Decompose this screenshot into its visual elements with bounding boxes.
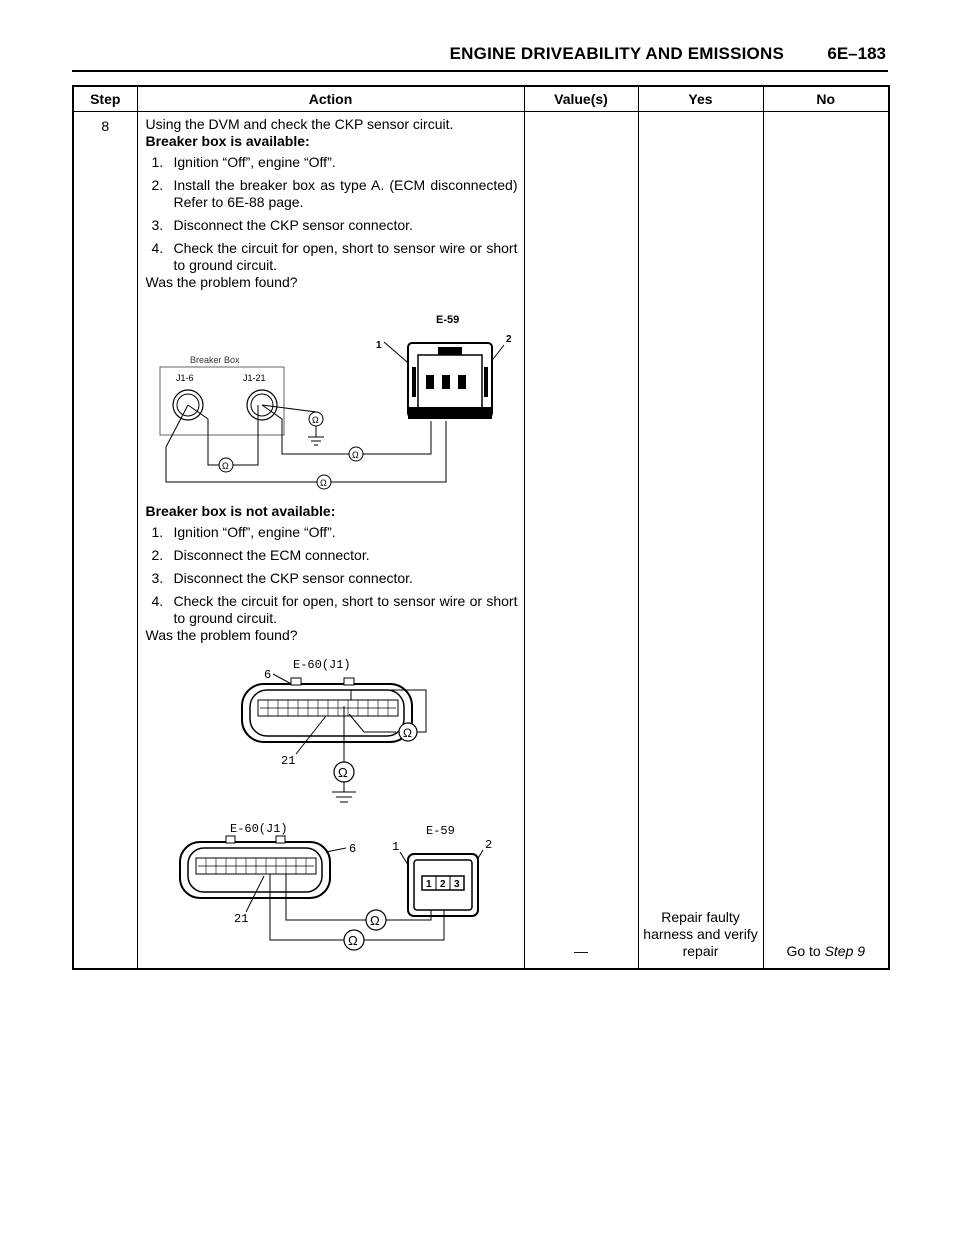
pin1-label: 1 (375, 340, 382, 351)
ohmmeter-icon (399, 723, 417, 741)
pin6-label: 6 (263, 668, 271, 682)
terminal-j1-6: J1-6 (175, 373, 194, 383)
e60-label: E-60(J1) (229, 822, 288, 836)
e59-connector-shape (408, 854, 478, 916)
procedure-list-b (146, 524, 518, 627)
e59-label: E-59 (435, 314, 459, 326)
ohmmeter-icon (366, 910, 386, 930)
procedure-list-a (146, 154, 518, 274)
value-cell: — (524, 112, 638, 969)
breaker-box-diagram (146, 297, 518, 497)
list-item: 1. Ignition “Off”, engine “Off”. (151, 524, 336, 540)
e60-label: E-60(J1) (292, 658, 351, 672)
ecm-sensor-diagram (146, 816, 518, 954)
ohmmeter-icon (344, 930, 364, 950)
page-number: 6E–183 (827, 44, 886, 63)
header-rule (72, 70, 888, 72)
list-item: 1. Ignition “Off”, engine “Off”. (151, 154, 336, 170)
e59-label: E-59 (425, 824, 455, 838)
col-header-no: No (763, 86, 889, 112)
breaker-unavailable-heading: Breaker box is not available: (145, 503, 336, 519)
svg-text:Ω: Ω (347, 933, 358, 948)
svg-text:Ω: Ω (351, 450, 359, 460)
col-header-action: Action (137, 86, 524, 112)
question-a: Was the problem found? (145, 274, 298, 290)
ohmmeter-icon (349, 447, 363, 461)
col-header-step: Step (73, 86, 137, 112)
table-row (73, 112, 889, 969)
svg-text:Ω: Ω (369, 913, 380, 928)
list-item: 3. Disconnect the CKP sensor connector. (151, 570, 413, 586)
ohmmeter-icon (334, 762, 354, 782)
svg-text:Ω: Ω (221, 461, 229, 471)
ohmmeter-icon (309, 412, 323, 426)
question-b: Was the problem found? (145, 627, 298, 643)
svg-text:Ω: Ω (311, 415, 319, 425)
pin21-label: 21 (280, 754, 295, 768)
list-item: 4. Check the circuit for open, short to sensor wire or short to ground circuit. (151, 240, 518, 273)
page-header (72, 44, 888, 68)
action-cell (137, 112, 524, 969)
no-cell (763, 112, 889, 969)
svg-text:Ω: Ω (337, 765, 348, 780)
diagnostic-table (72, 85, 890, 970)
svg-text:Ω: Ω (402, 726, 412, 740)
pin2-label: 2 (484, 838, 492, 852)
pin2-label: 2 (505, 334, 512, 345)
pin1-label: 1 (391, 840, 399, 854)
sensor-pin-3: 3 (453, 879, 460, 890)
section-title: ENGINE DRIVEABILITY AND EMISSIONS (449, 44, 784, 63)
e59-connector-shape (408, 343, 492, 419)
breaker-available-heading: Breaker box is available: (145, 133, 310, 149)
pin6-label: 6 (348, 842, 356, 856)
ohmmeter-icon (219, 458, 233, 472)
sensor-pin-2: 2 (439, 879, 446, 890)
list-item: 3. Disconnect the CKP sensor connector. (151, 217, 413, 233)
svg-text:Ω: Ω (319, 478, 327, 488)
step-9-link[interactable]: Step 9 (824, 942, 866, 959)
e60-connector-shape (180, 836, 330, 898)
list-item: 4. Check the circuit for open, short to sensor wire or short to ground circuit. (151, 593, 518, 626)
col-header-yes: Yes (638, 86, 763, 112)
no-prefix: Go to (786, 942, 825, 959)
breaker-box-title: Breaker Box (189, 355, 240, 365)
table-header-row (73, 86, 889, 112)
yes-cell: Repair faulty harness and verify repair (638, 112, 763, 969)
ohmmeter-icon (317, 475, 331, 489)
sensor-pin-1: 1 (425, 879, 432, 890)
ecm-ground-diagram (146, 650, 518, 810)
col-header-values: Value(s) (524, 86, 638, 112)
list-item: 2. Disconnect the ECM connector. (151, 547, 370, 563)
list-item: 2. Install the breaker box as type A. (ECM disconnected) Refer to 6E-88 page. (151, 177, 518, 210)
pin21-label: 21 (233, 912, 248, 926)
action-intro: Using the DVM and check the CKP sensor circuit. (145, 116, 454, 132)
step-number: 8 (73, 112, 137, 969)
terminal-j1-21: J1-21 (242, 373, 266, 383)
